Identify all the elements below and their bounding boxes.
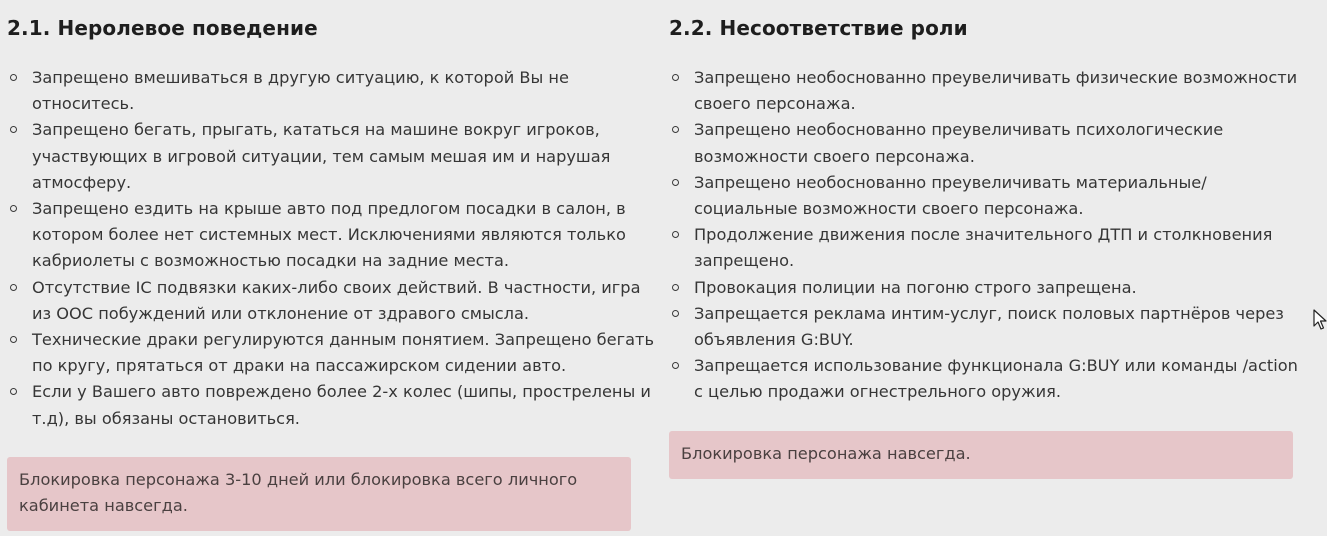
list-item: Запрещено ездить на крыше авто под предлогом посадки в салон, в котором более нет системных мест. Исключениями являются только кабриолеты с возможностью посадки на задние места. bbox=[7, 196, 657, 275]
section-title: 2.2. Несоответствие роли bbox=[669, 16, 968, 40]
list-item: Если у Вашего авто повреждено более 2-х колес (шипы, прострелены и т.д), вы обязаны остановиться. bbox=[7, 379, 657, 431]
section-title: 2.1. Неролевое поведение bbox=[7, 16, 318, 40]
penalty-notice: Блокировка персонажа навсегда. bbox=[669, 431, 1293, 479]
list-item: Запрещено необоснованно преувеличивать физические возможности своего персонажа. bbox=[669, 65, 1311, 117]
list-item: Провокация полиции на погоню строго запрещена. bbox=[669, 275, 1311, 301]
list-item: Запрещено необоснованно преувеличивать материальные/ социальные возможности своего персонажа. bbox=[669, 170, 1311, 222]
mouse-pointer-icon bbox=[1313, 309, 1327, 331]
list-item: Запрещено необоснованно преувеличивать психологические возможности своего персонажа. bbox=[669, 117, 1311, 169]
rules-list bbox=[669, 65, 1311, 406]
list-item: Запрещается реклама интим-услуг, поиск половых партнёров через объявления G:BUY. bbox=[669, 301, 1311, 353]
list-item: Отсутствие IC подвязки каких-либо своих действий. В частности, игра из OOC побуждений или отклонение от здравого смысла. bbox=[7, 275, 657, 327]
list-item: Запрещено бегать, прыгать, кататься на машине вокруг игроков, участвующих в игровой ситуации, тем самым мешая им и нарушая атмосферу. bbox=[7, 117, 657, 196]
list-item: Технические драки регулируются данным понятием. Запрещено бегать по кругу, прятаться от драки на пассажирском сидении авто. bbox=[7, 327, 657, 379]
penalty-notice: Блокировка персонажа 3-10 дней или блокировка всего личного кабинета навсегда. bbox=[7, 457, 631, 531]
rules-list bbox=[7, 65, 657, 432]
list-item: Продолжение движения после значительного ДТП и столкновения запрещено. bbox=[669, 222, 1311, 274]
list-item: Запрещено вмешиваться в другую ситуацию, к которой Вы не относитесь. bbox=[7, 65, 657, 117]
list-item: Запрещается использование функционала G:BUY или команды /action с целью продажи огнестрельного оружия. bbox=[669, 353, 1311, 405]
